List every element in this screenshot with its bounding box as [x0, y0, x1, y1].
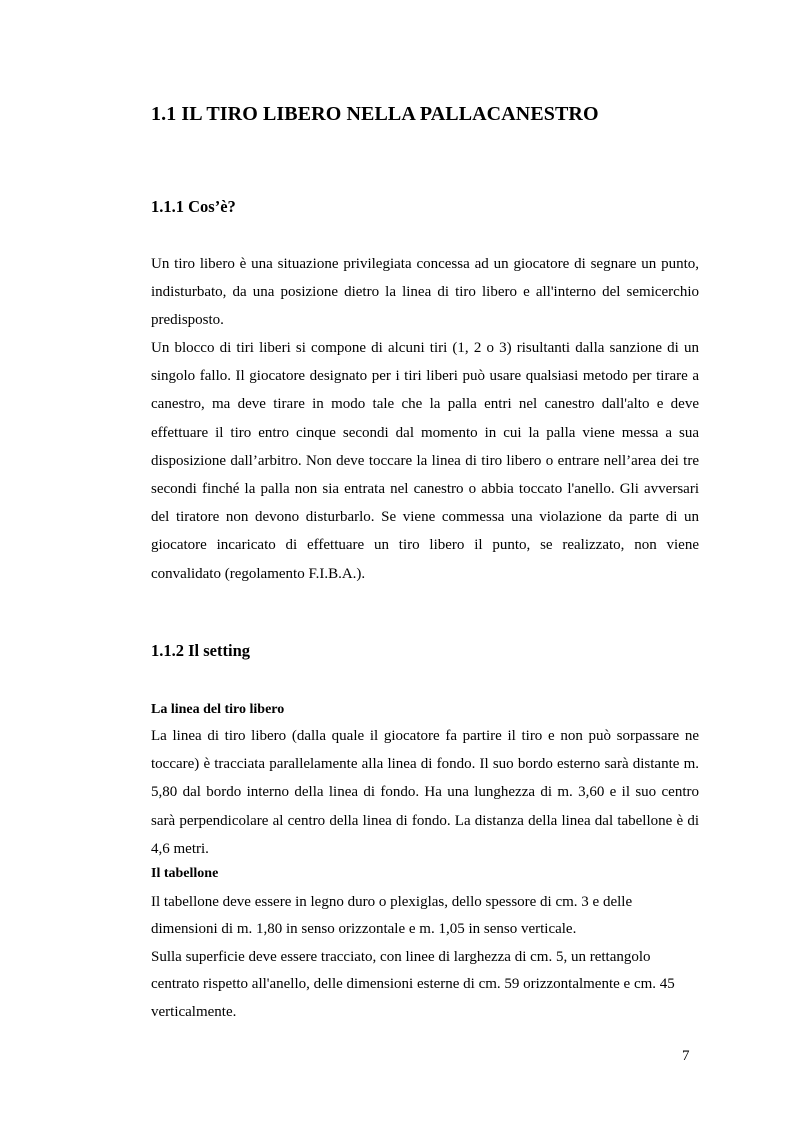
subheading-backboard: Il tabellone: [151, 866, 219, 881]
paragraph-definition: Un tiro libero è una situazione privilegiata concessa ad un giocatore di segnare un punto, indisturbato, da una posizione dietro la linea di tiro libero e all'interno del semicerchio predisposto.: [151, 256, 699, 329]
paragraph-backboard-material: Il tabellone deve essere in legno duro o plexiglas, dello spessore di cm. 3 e delle dimensioni di m. 1,80 in senso orizzontale e m. 1,05 in senso verticale.: [151, 894, 633, 938]
section-title-cos-e: 1.1.1 Cos’è?: [151, 197, 236, 216]
paragraph-rules: Un blocco di tiri liberi si compone di alcuni tiri (1, 2 o 3) risultanti dalla sanzione di un singolo fallo. Il giocatore designato per i tiri liberi può usare qualsiasi metodo per tirare a canestro, ma deve tirare in modo tale che la palla entri nel canestro dall'alto e deve effettuare il tiro entro cinque secondi dal momento in cui la palla viene messa a sua disposizione dall’arbitro. Non deve toccare la linea di tiro libero o entrare nell’area dei tre secondi finché la palla non sia entrata nel canestro o abbia toccato l'anello. Gli avversari del tiratore non devono disturbarlo. Se viene commessa una violazione da parte di un giocatore incaricato di effettuare un tiro libero il punto, se realizzato, non viene convalidato (regolamento F.I.B.A.).: [151, 340, 699, 582]
paragraph-free-throw-line: La linea di tiro libero (dalla quale il giocatore fa partire il tiro e non può sorpassare ne toccare) è tracciata parallelamente alla linea di fondo. Il suo bordo esterno sarà distante m. 5,80 dal bordo interno della linea di fondo. Ha una lunghezza di m. 3,60 e il suo centro sarà perpendicolare al centro della linea di fondo. La distanza della linea dal tabellone è di 4,6 metri.: [151, 728, 699, 857]
paragraph-backboard-rectangle: Sulla superficie deve essere tracciato, con linee di larghezza di cm. 5, un rettangolo centrato rispetto all'anello, delle dimensioni esterne di cm. 59 orizzontalmente e cm. 45 verticalmente.: [151, 949, 675, 1020]
subheading-free-throw-line: La linea del tiro libero: [151, 702, 285, 717]
chapter-title: 1.1 IL TIRO LIBERO NELLA PALLACANESTRO: [151, 103, 599, 125]
section-title-setting: 1.1.2 Il setting: [151, 641, 250, 660]
page-number: 7: [682, 1048, 690, 1064]
